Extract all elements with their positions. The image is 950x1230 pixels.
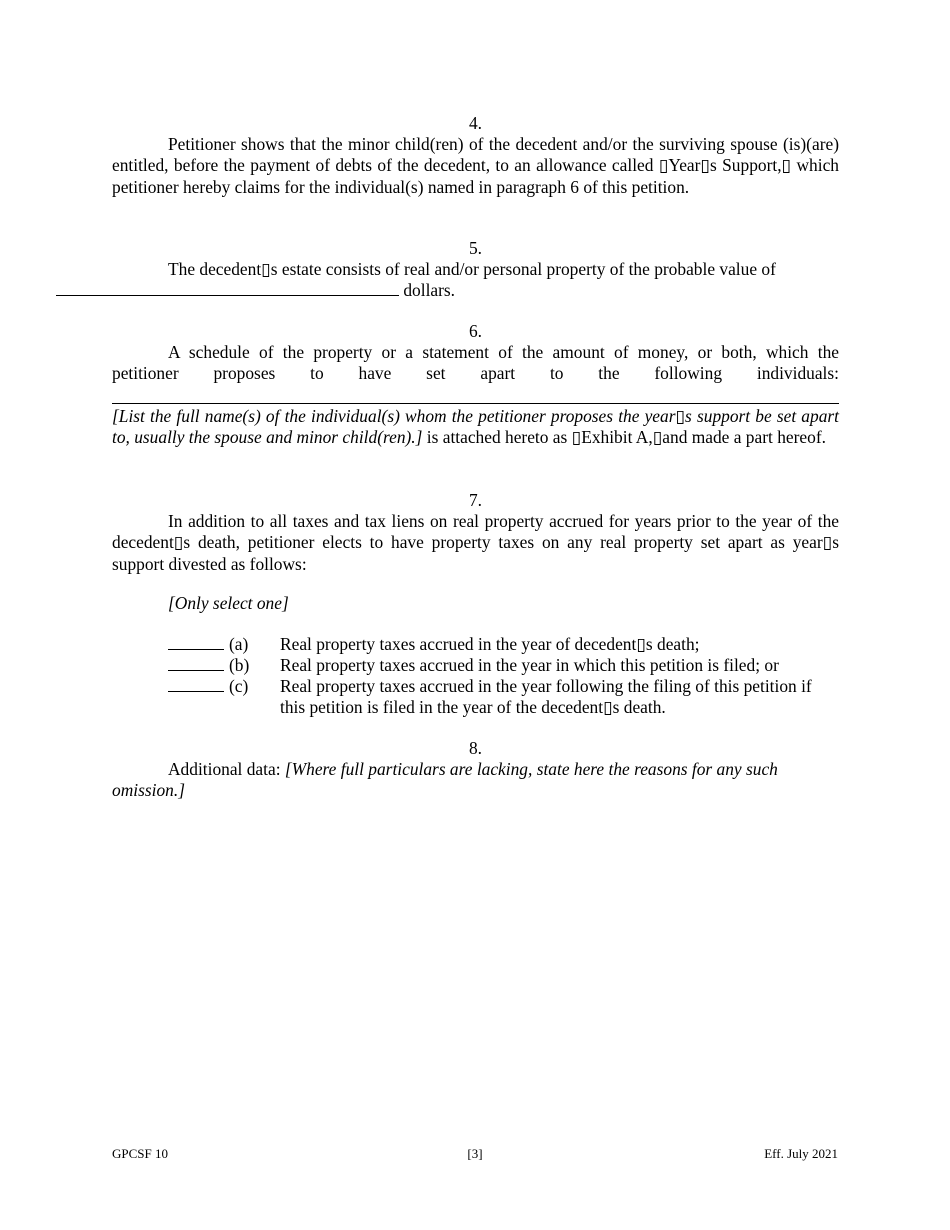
section-4-paragraph: Petitioner shows that the minor child(ren) of the decedent and/or the surviving spouse (is)(are) entitled, before the payment of debts of the decedent, to an allowance called ▯Year▯s Support,▯ which petitioner hereby claims for the individual(s) named in paragraph 6 of this petition. — [112, 134, 839, 197]
section-number-7: 7. — [468, 490, 483, 510]
section-6-instruction: [List the full name(s) of the individual(s) whom the petitioner proposes the year▯s support be set apart to, usually the spouse and minor child(ren).] — [112, 406, 839, 448]
section-5-text: The decedent▯s estate consists of real and/or personal property of the probable value of — [168, 259, 776, 279]
section-6-line2: petitioner proposes to have set apart to the following individuals: — [112, 363, 839, 384]
option-c — [168, 676, 839, 718]
section-7-instruction-wrap — [168, 593, 839, 614]
section-number-8: 8. — [468, 738, 483, 758]
option-a-text: Real property taxes accrued in the year of decedent▯s death; — [280, 634, 700, 654]
option-c-label: (c) — [229, 676, 249, 696]
section-number-6: 6. — [468, 321, 483, 341]
option-b-blank[interactable] — [168, 656, 224, 671]
section-7-paragraph: In addition to all taxes and tax liens on real property accrued for years prior to the year of the decedent▯s death, petitioner elects to have property taxes on any real property set apart as year▯s support divested as follows: — [112, 511, 839, 574]
option-b — [168, 655, 839, 676]
option-a-blank[interactable] — [168, 635, 224, 650]
section-8-lead: Additional data: — [168, 759, 285, 779]
value-blank[interactable] — [56, 281, 399, 296]
footer-page-number: [3] — [467, 1146, 483, 1161]
footer-effective-date: Eff. July 2021 — [764, 1146, 838, 1161]
option-a-label: (a) — [229, 634, 249, 654]
option-c-text: Real property taxes accrued in the year following the filing of this petition if this petition is filed in the year of the decedent▯s death. — [280, 676, 812, 718]
section-8-instruction: [Where full particulars are lacking, state here the reasons for any such omission.] — [112, 759, 778, 801]
individuals-name-blank[interactable] — [112, 403, 839, 404]
option-a — [168, 634, 839, 655]
option-c-blank[interactable] — [168, 677, 224, 692]
option-b-label: (b) — [229, 655, 250, 675]
section-7-instruction: [Only select one] — [168, 593, 289, 613]
section-number-4: 4. — [468, 113, 483, 133]
section-6-line1: A schedule of the property or a statement of the amount of money, or both, which the — [168, 342, 839, 362]
option-b-text: Real property taxes accrued in the year in which this petition is filed; or — [280, 655, 779, 675]
footer-form-id: GPCSF 10 — [112, 1146, 168, 1161]
section-6-continuation — [112, 406, 839, 449]
section-5-suffix: dollars. — [399, 280, 456, 301]
section-number-5: 5. — [468, 238, 483, 258]
section-6-tail: is attached hereto as ▯Exhibit A,▯and made a part hereof. — [422, 427, 826, 448]
section-5-paragraph — [112, 259, 839, 302]
section-6-paragraph — [112, 342, 839, 385]
section-8-paragraph — [112, 759, 839, 802]
